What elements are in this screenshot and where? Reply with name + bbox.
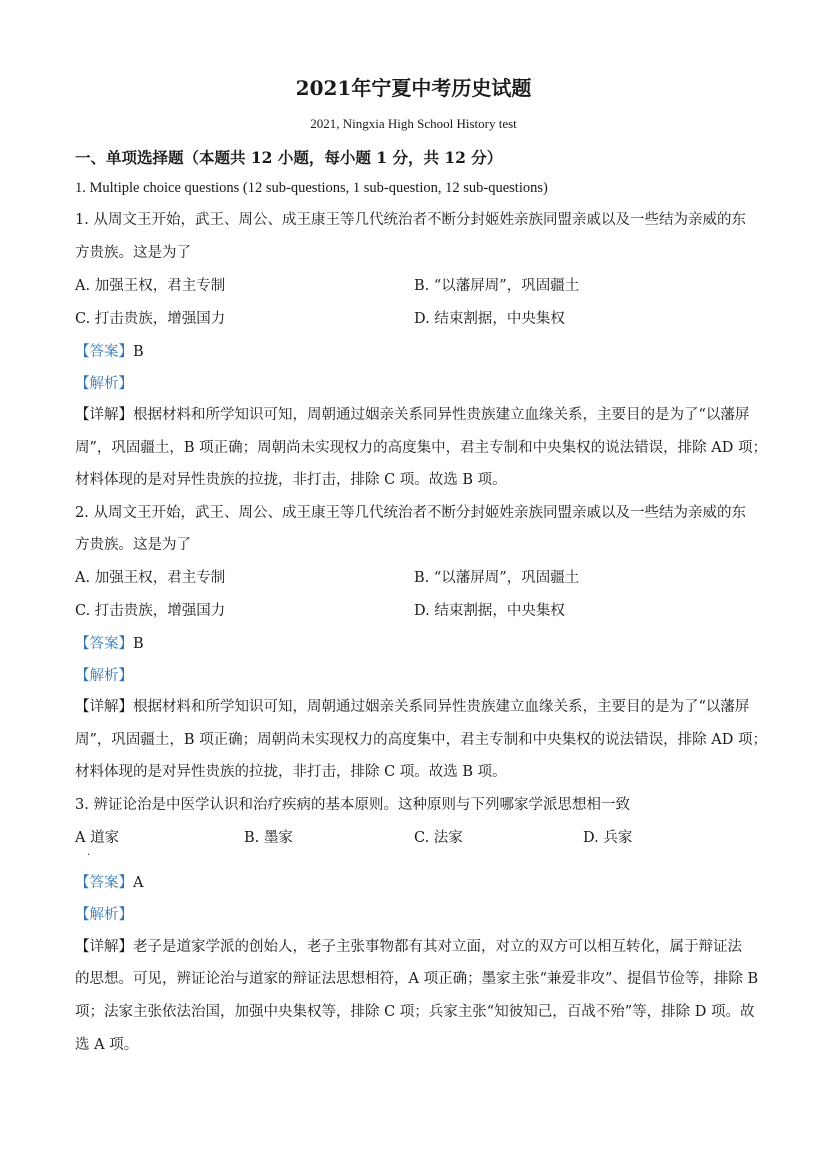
q3-detail-line4: 选 A 项。	[75, 1037, 139, 1053]
q3-option-c: C. 法家	[414, 830, 463, 846]
q1-analysis-tag: 【解析】	[75, 376, 133, 392]
q1-option-a: A. 加强王权，君主专制	[75, 278, 226, 294]
section-heading-en: 1. Multiple choice questions (12 sub-questions, 1 sub-question, 12 sub-questions)	[75, 180, 548, 196]
answer-tag: 【答案】	[75, 344, 133, 360]
q3-detail-line1	[75, 937, 742, 957]
q3-detail-text1: 老子是道家学派的创始人，老子主张事物都有其对立面，对立的双方可以相互转化，属于辩证法	[133, 939, 742, 955]
q2-detail-line2: 周”，巩固疆土，B 项正确；周朝尚未实现权力的高度集中，君主专制和中央集权的说法错误，排除 AD 项；	[75, 732, 767, 748]
q1-detail-text1: 根据材料和所学知识可知，周朝通过姻亲关系同异性贵族建立血缘关系，主要目的是为了“以藩屏	[133, 407, 750, 423]
detail-tag: 【详解】	[75, 699, 133, 715]
detail-tag: 【详解】	[75, 939, 133, 955]
q3-detail-line3: 项；法家主张依法治国，加强中央集权等，排除 C 项；兵家主张“知彼知己，百战不殆”等，排除 D 项。故	[75, 1004, 755, 1020]
q2-option-d: D. 结束割据，中央集权	[414, 603, 565, 619]
q2-answer	[75, 634, 144, 654]
q3-option-b: B. 墨家	[244, 830, 293, 846]
q1-detail-line1	[75, 405, 749, 425]
q3-stem-line1: 3. 辨证论治是中医学认识和治疗疾病的基本原则。这种原则与下列哪家学派思想相一致	[75, 797, 630, 813]
q2-stem-line1: 2. 从周文王开始，武王、周公、成王康王等几代统治者不断分封姬姓亲族同盟亲戚以及一些结为亲威的东	[75, 505, 746, 521]
q2-analysis-tag: 【解析】	[75, 668, 133, 684]
q1-option-b: B. “以藩屏周”，巩固疆土	[414, 278, 580, 294]
q3-analysis-tag: 【解析】	[75, 907, 133, 923]
q1-stem-line1: 1. 从周文王开始，武王、周公、成王康王等几代统治者不断分封姬姓亲族同盟亲戚以及一些结为亲威的东	[75, 212, 746, 228]
q2-detail-line1	[75, 697, 749, 717]
detail-tag: 【详解】	[75, 407, 133, 423]
q2-option-c: C. 打击贵族，增强国力	[75, 603, 226, 619]
page-title: 2021年宁夏中考历史试题	[295, 76, 532, 100]
q1-answer-value: B	[133, 344, 144, 360]
q3-option-a: A 道家	[75, 830, 120, 846]
q1-detail-line3: 材料体现的是对异性贵族的拉拢，非打击，排除 C 项。故选 B 项。	[75, 472, 507, 488]
q1-detail-line2: 周”，巩固疆土，B 项正确；周朝尚未实现权力的高度集中，君主专制和中央集权的说法错误，排除 AD 项；	[75, 440, 767, 456]
q1-option-c: C. 打击贵族，增强国力	[75, 311, 226, 327]
q2-stem-line2: 方贵族。这是为了	[75, 537, 191, 553]
q2-option-b: B. “以藩屏周”，巩固疆土	[414, 570, 580, 586]
q3-detail-line2: 的思想。可见，辨证论治与道家的辩证法思想相符，A 项正确；墨家主张“兼爱非攻”、提倡节俭等，排除 B	[75, 971, 759, 987]
q3-answer-value: A	[133, 875, 144, 891]
q3-option-a-dot: .	[87, 847, 91, 858]
q2-detail-line3: 材料体现的是对异性贵族的拉拢，非打击，排除 C 项。故选 B 项。	[75, 764, 507, 780]
q1-stem-line2: 方贵族。这是为了	[75, 245, 191, 261]
q1-option-d: D. 结束割据，中央集权	[414, 311, 565, 327]
q2-answer-value: B	[133, 636, 144, 652]
section-heading: 一、单项选择题（本题共 12 小题，每小题 1 分，共 12 分）	[75, 148, 503, 167]
page-subtitle: 2021, Ningxia High School History test	[310, 116, 517, 131]
q2-option-a: A. 加强王权，君主专制	[75, 570, 226, 586]
q1-answer	[75, 342, 144, 362]
answer-tag: 【答案】	[75, 875, 133, 891]
q3-answer	[75, 873, 143, 893]
answer-tag: 【答案】	[75, 636, 133, 652]
q3-option-d: D. 兵家	[583, 830, 633, 846]
q2-detail-text1: 根据材料和所学知识可知，周朝通过姻亲关系同异性贵族建立血缘关系，主要目的是为了“以藩屏	[133, 699, 750, 715]
